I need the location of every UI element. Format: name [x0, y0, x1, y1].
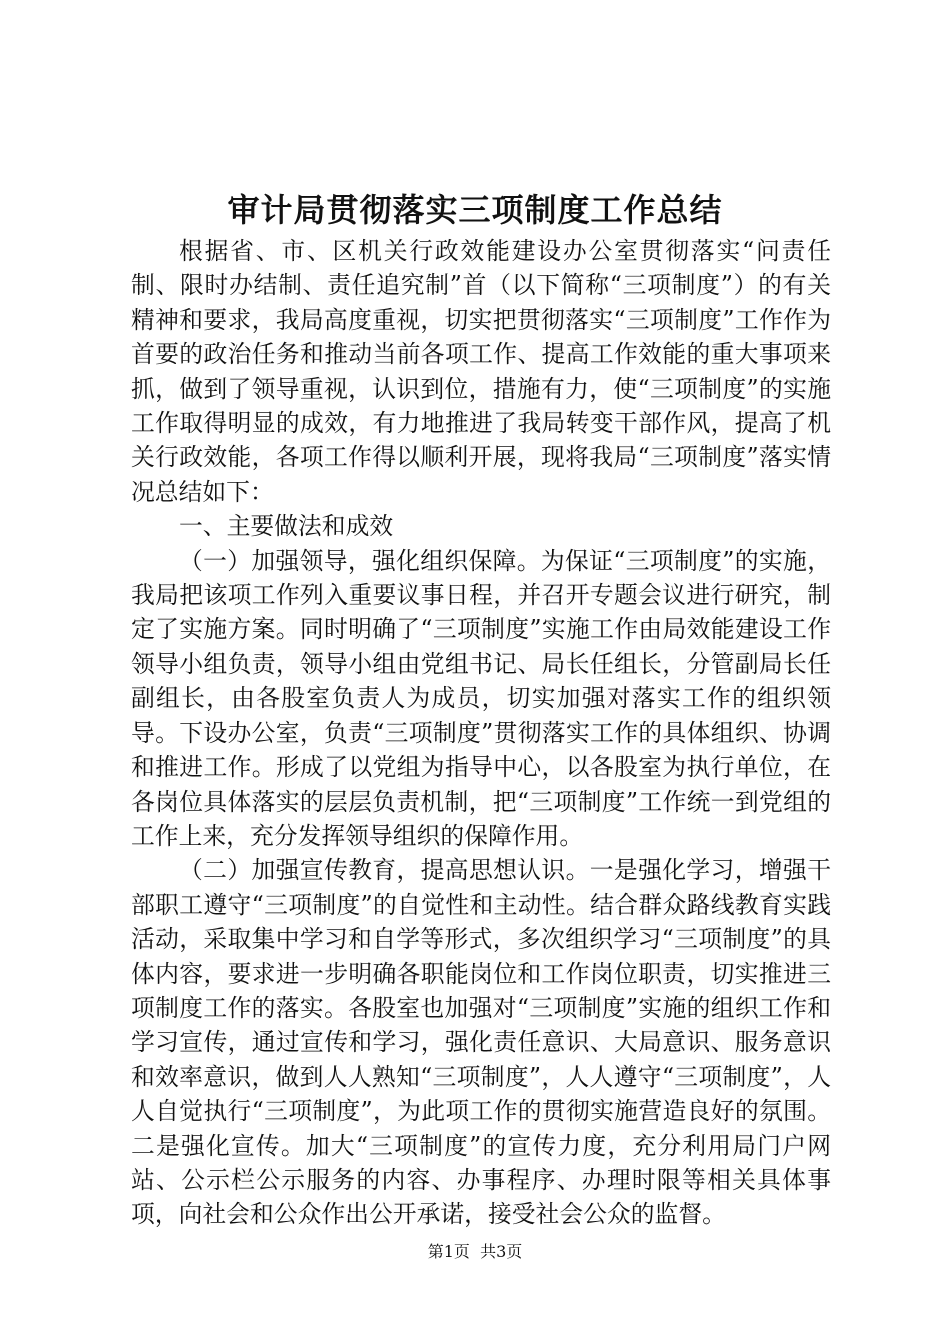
paragraph-intro: 根据省、市、区机关行政效能建设办公室贯彻落实“问责任制、限时办结制、责任追究制”首（以下简称“三项制度”）的有关精神和要求，我局高度重视，切实把贯彻落实“三项制度”工作作为首要的政治任务和推动当前各项工作、提高工作效能的重大事项来抓，做到了领导重视，认识到位，措施有力，使“三项制度”的实施工作取得明显的成效，有力地推进了我局转变干部作风，提高了机关行政效能，各项工作得以顺利开展，现将我局“三项制度”落实情况总结如下：	[131, 237, 831, 506]
paragraph-publicity: （二）加强宣传教育，提高思想认识。一是强化学习，增强干部职工遵守“三项制度”的自觉性和主动性。结合群众路线教育实践活动，采取集中学习和自学等形式，多次组织学习“三项制度”的具体内容，要求进一步明确各职能岗位和工作岗位职责，切实推进三项制度工作的落实。各股室也加强对“三项制度”实施的组织工作和学习宣传，通过宣传和学习，强化责任意识、大局意识、服务意识和效率意识，做到人人熟知“三项制度”，人人遵守“三项制度”，人人自觉执行“三项制度”，为此项工作的贯彻实施营造良好的氛围。二是强化宣传。加大“三项制度”的宣传力度，充分利用局门户网站、公示栏公示服务的内容、办事程序、办理时限等相关具体事项，向社会和公众作出公开承诺，接受社会公众的监督。	[131, 856, 831, 1229]
page-footer	[0, 1240, 950, 1264]
document-title: 审计局贯彻落实三项制度工作总结	[227, 191, 723, 229]
page-number: 第1页 共3页	[427, 1242, 523, 1261]
document-body	[131, 234, 831, 1232]
section-heading-main-practices: 一、主要做法和成效	[179, 512, 394, 541]
paragraph-leadership: （一）加强领导，强化组织保障。为保证“三项制度”的实施，我局把该项工作列入重要议事日程，并召开专题会议进行研究，制定了实施方案。同时明确了“三项制度”实施工作由局效能建设工作领导小组负责，领导小组由党组书记、局长任组长，分管副局长任副组长，由各股室负责人为成员，切实加强对落实工作的组织领导。下设办公室，负责“三项制度”贯彻落实工作的具体组织、协调和推进工作。形成了以党组为指导中心，以各股室为执行单位，在各岗位具体落实的层层负责机制，把“三项制度”工作统一到党组的工作上来，充分发挥领导组织的保障作用。	[131, 546, 831, 850]
